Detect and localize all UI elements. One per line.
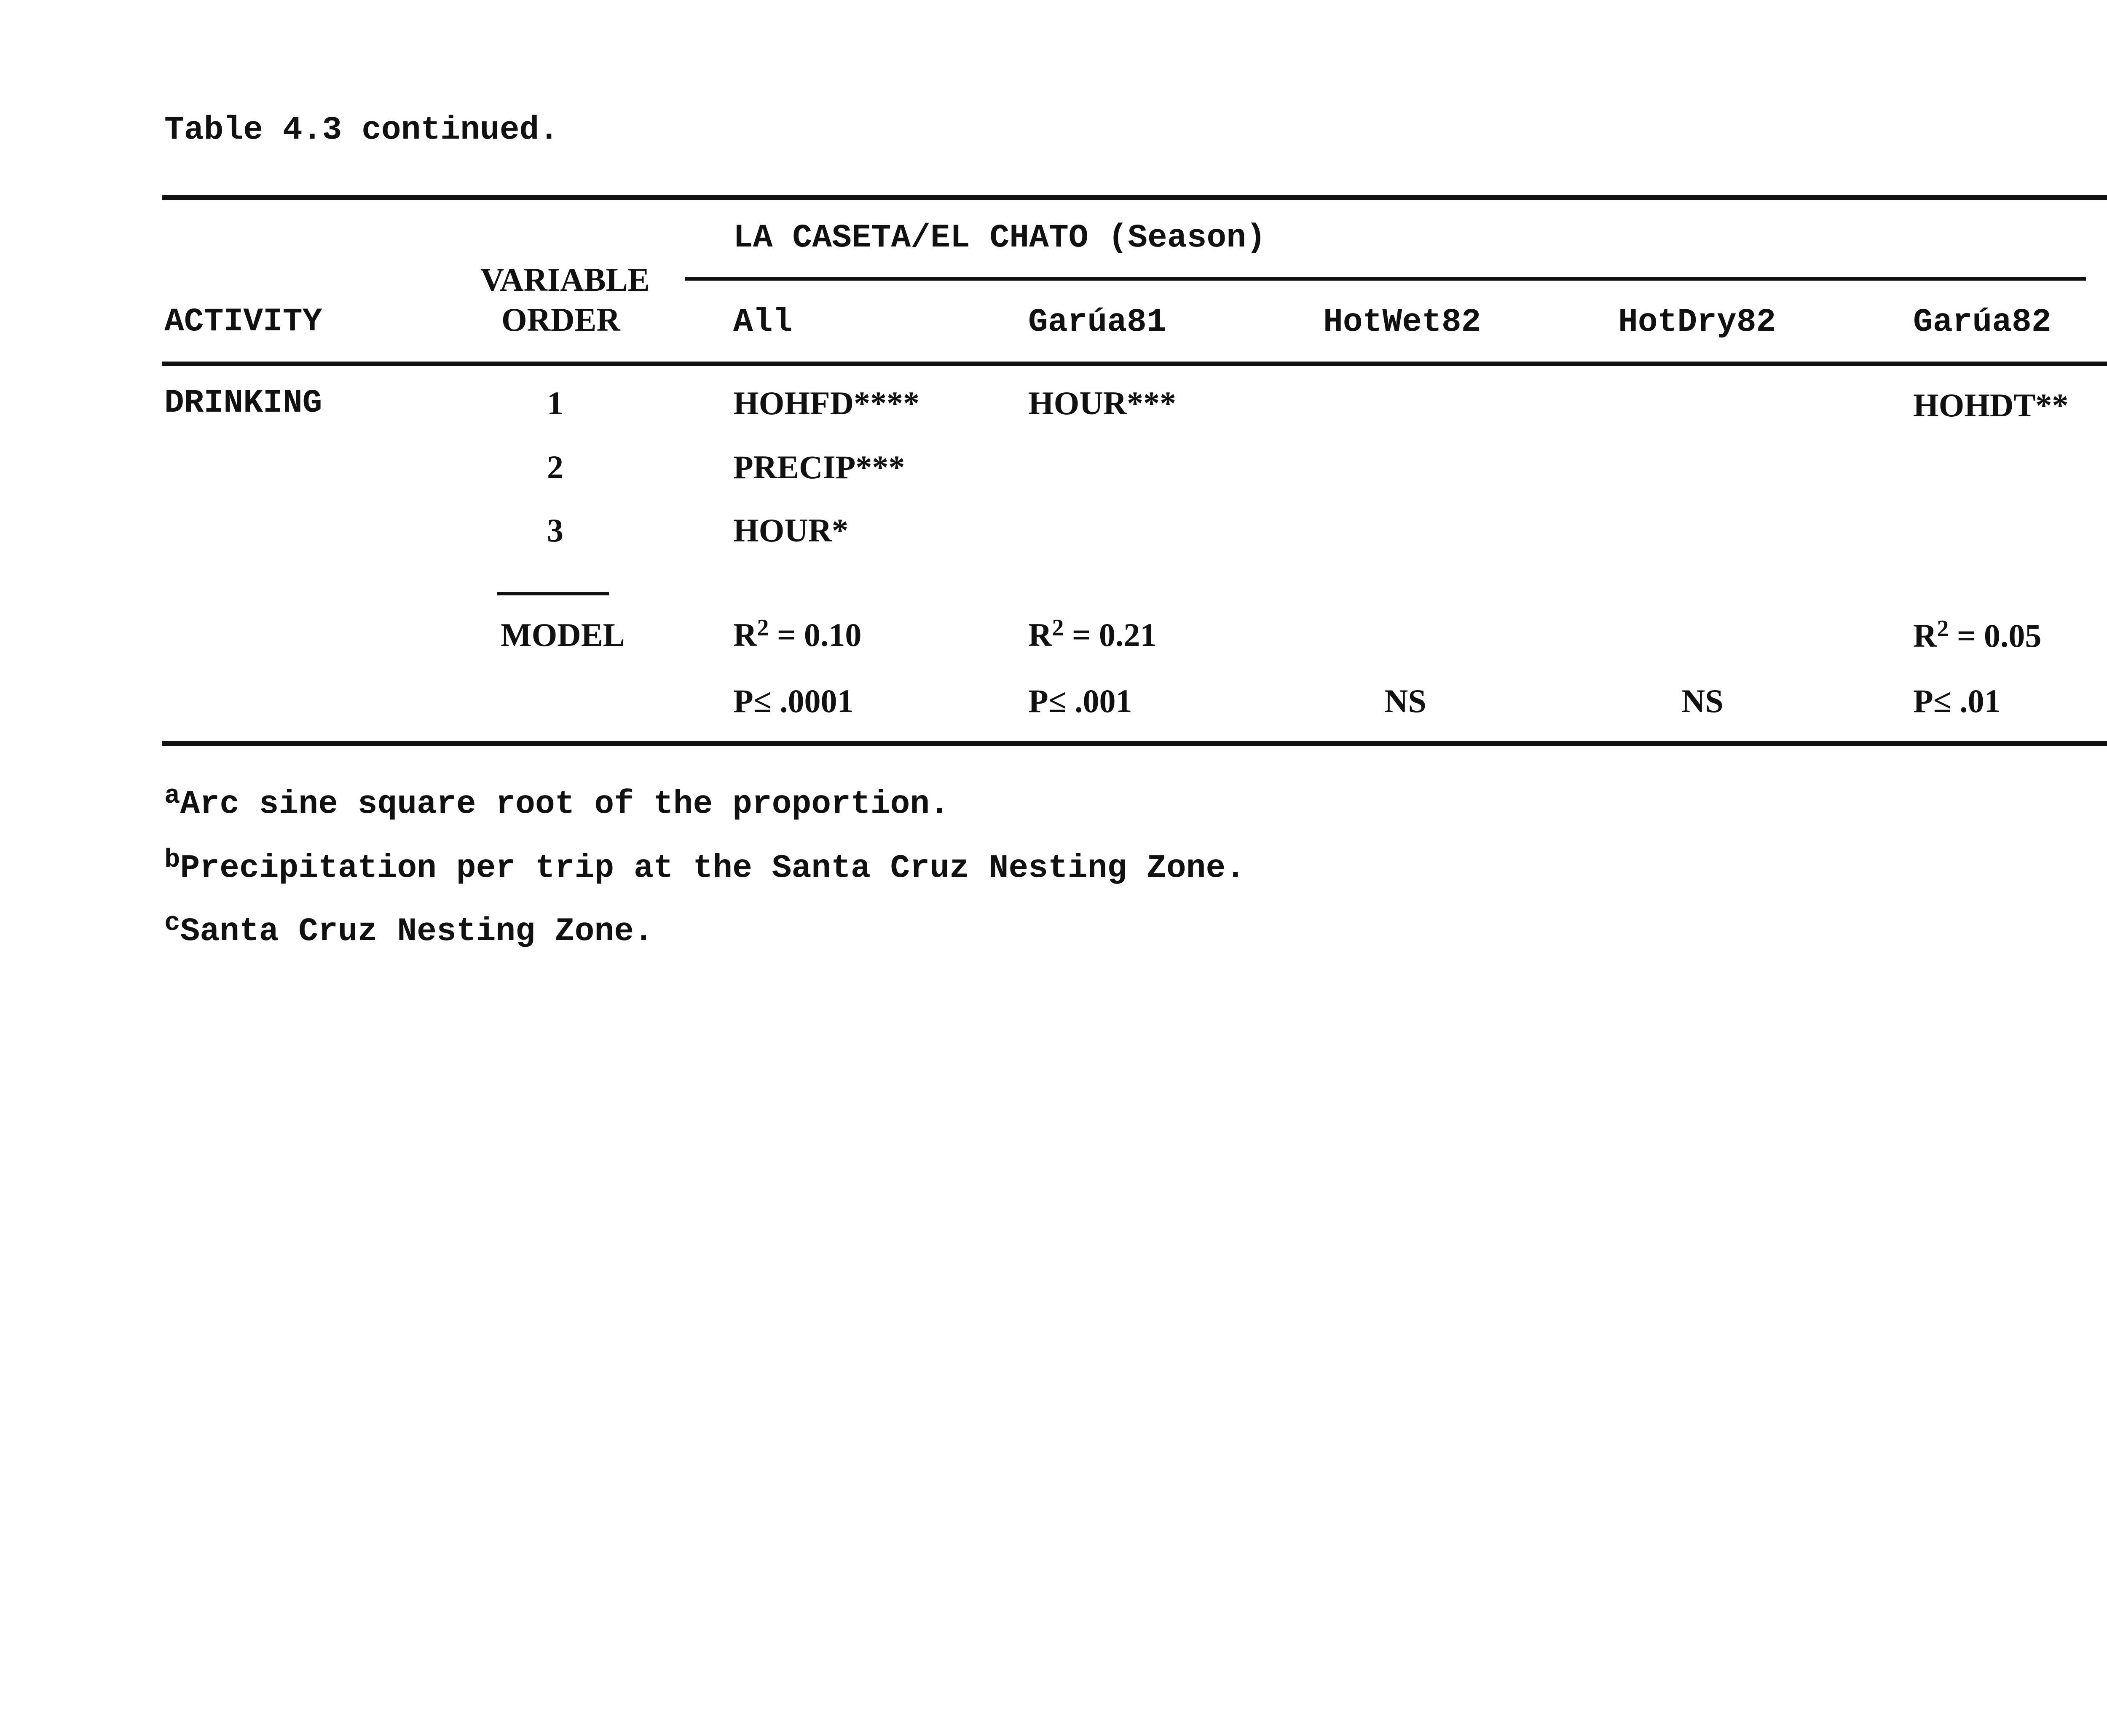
cell-all: PRECIP*** (733, 449, 905, 485)
header-col-all: All (733, 304, 793, 341)
p-garua81: P≤ .001 (1028, 683, 1132, 719)
table-bottom-rule (162, 741, 2107, 746)
cell-order: 2 (547, 449, 563, 485)
header-col-hotdry82: HotDry82 (1618, 304, 1776, 341)
header-col-garua82: Garúa82 (1913, 304, 2051, 341)
footnote-text: Santa Cruz Nesting Zone. (180, 913, 654, 950)
footnote-a (164, 781, 949, 823)
cell-garua82: HOHDT** (1913, 387, 2069, 423)
cell-garua81: HOUR*** (1028, 385, 1176, 421)
model-rule (497, 592, 609, 595)
r2-prefix: R (1028, 616, 1052, 653)
table-top-rule (162, 195, 2107, 200)
footnote-text: Precipitation per trip at the Santa Cruz Nesting Zone. (180, 850, 1246, 887)
footnote-c (164, 908, 654, 950)
header-bottom-rule (162, 362, 2107, 366)
r2-value: = 0.21 (1072, 616, 1157, 653)
cell-order: 3 (547, 512, 563, 549)
r2-prefix: R (733, 616, 757, 653)
model-label: MODEL (501, 616, 625, 653)
cell-all: HOHFD**** (733, 385, 919, 421)
group-header: LA CASETA/EL CHATO (Season) (733, 220, 1266, 257)
footnote-mark: c (164, 908, 180, 938)
r2-exponent: 2 (1937, 615, 1949, 642)
r2-exponent: 2 (1052, 614, 1064, 641)
r2-exponent: 2 (757, 614, 769, 641)
header-col-hotwet82: HotWet82 (1323, 304, 1481, 341)
table-caption: Table 4.3 continued. (164, 112, 559, 149)
footnote-b (164, 845, 1246, 887)
p-garua82: P≤ .01 (1913, 683, 2001, 719)
cell-all: HOUR* (733, 512, 848, 549)
r2-value: = 0.05 (1957, 617, 2042, 654)
r2-garua82 (1913, 615, 2042, 654)
header-variable-line1: VARIABLE (480, 261, 650, 298)
header-col-garua81: Garúa81 (1028, 304, 1166, 341)
cell-order: 1 (547, 385, 563, 421)
p-all: P≤ .0001 (733, 683, 854, 719)
header-activity: ACTIVITY (164, 303, 322, 340)
p-hotdry82: NS (1681, 683, 1724, 719)
group-underline (685, 277, 2086, 281)
footnote-mark: b (164, 845, 180, 875)
footnote-text: Arc sine square root of the proportion. (180, 786, 949, 823)
r2-all (733, 614, 862, 653)
header-variable-line2: ORDER (501, 301, 620, 338)
cell-activity: DRINKING (164, 385, 322, 422)
footnote-mark: a (164, 781, 180, 811)
r2-prefix: R (1913, 617, 1937, 654)
p-hotwet82: NS (1384, 683, 1426, 719)
r2-garua81 (1028, 614, 1157, 653)
r2-value: = 0.10 (777, 616, 862, 653)
